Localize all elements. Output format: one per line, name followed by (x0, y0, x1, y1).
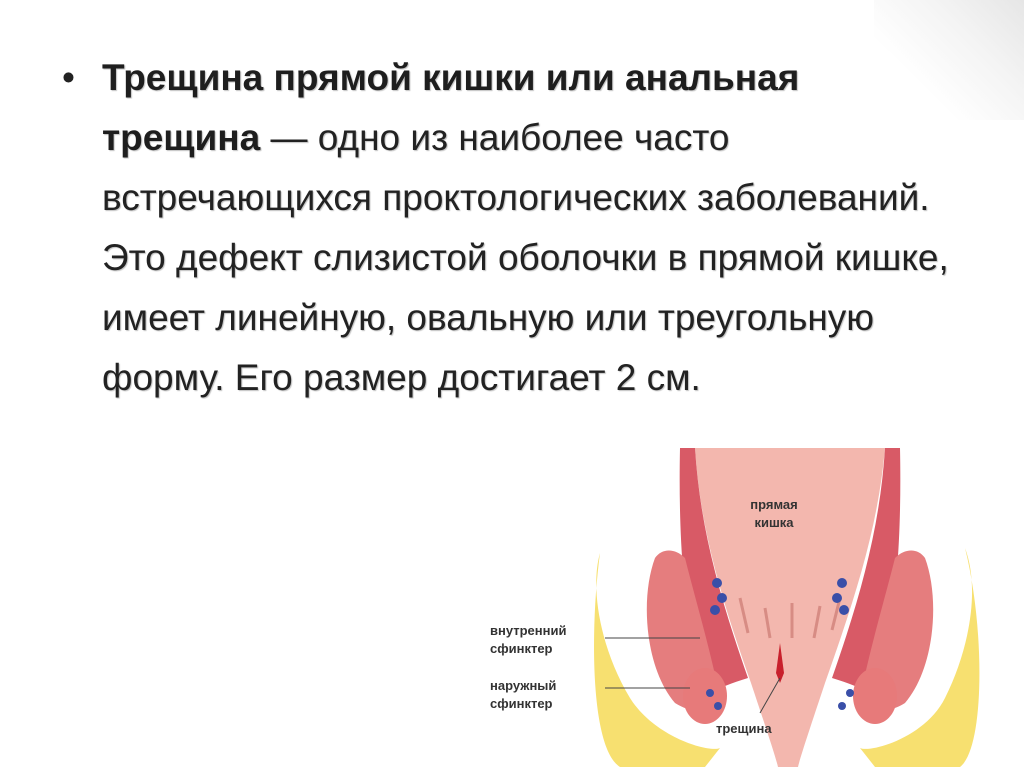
vessel-dot (714, 702, 722, 710)
vessel-dot (717, 593, 727, 603)
external-sphincter-right (853, 668, 897, 724)
vessel-dot (839, 605, 849, 615)
vessel-dot (712, 578, 722, 588)
vessel-dot (706, 689, 714, 697)
vessel-dot (838, 702, 846, 710)
label-internal-sphincter: внутренний сфинктер (490, 623, 567, 656)
label-fissure: трещина (716, 721, 772, 736)
vessel-dot (710, 605, 720, 615)
term-heading: Трещина прямой кишки или анальная трещина (102, 57, 800, 158)
vessel-dot (846, 689, 854, 697)
bullet-point (62, 48, 962, 408)
external-sphincter-left (683, 668, 727, 724)
term-definition: — одно из наиболее часто встречающихся проктологических заболеваний. Это дефект слизистой оболочки в прямой кишке, имеет линейную, овальную или треугольную форму. Его размер достигает 2 см. (102, 117, 949, 398)
bullet-text (102, 48, 962, 408)
label-rectum: прямая кишка (750, 497, 798, 530)
vessel-dot (837, 578, 847, 588)
label-external-sphincter: наружный сфинктер (490, 678, 557, 711)
anatomy-illustration (480, 448, 1024, 767)
bullet-icon: • (62, 57, 75, 98)
vessel-dot (832, 593, 842, 603)
